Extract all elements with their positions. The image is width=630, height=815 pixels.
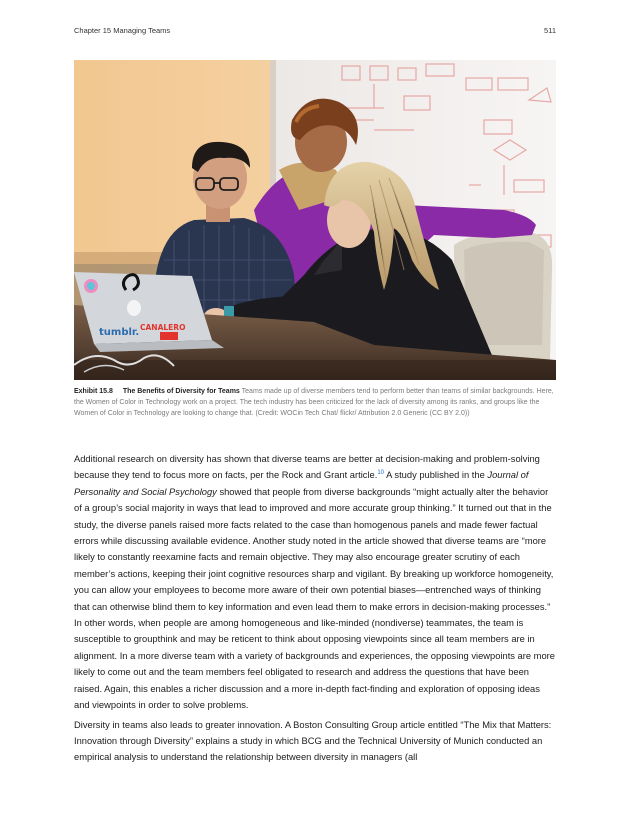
page-number: 511 — [544, 26, 556, 35]
journal-title: Journal of Personality and Social Psychology — [74, 470, 529, 497]
canalero-sticker: CANALERO — [140, 323, 186, 332]
chapter-title: Chapter 15 Managing Teams — [74, 26, 171, 35]
body-text — [74, 451, 556, 769]
footnote-link[interactable]: 10 — [377, 470, 385, 477]
caption-text: Teams made up of diverse members tend to perform better than teams of similar backgrounds. Here, the Women of Color in Technology work on a project. The tech industry has been criticized for the lack of diversity among its ranks, and groups like the Women of Color in Technology are looking to change that. (Credit: WOCin Tech Chat/ flickr/ Attribution 2.0 Generic (CC BY 2.0)) — [74, 388, 554, 417]
exhibit-title: The Benefits of Diversity for Teams — [122, 388, 240, 395]
exhibit-label: Exhibit 15.8 — [74, 388, 113, 395]
figure-caption — [74, 386, 556, 419]
exhibit-photo — [74, 60, 556, 380]
photo-illustration — [74, 60, 556, 380]
tumblr-sticker: tumblr. — [99, 327, 140, 338]
running-header — [74, 26, 556, 35]
paragraph-text: showed that people from diverse backgrounds “might actually alter the behavior of a group’s social majority in ways that lead to improved and more accurate group thinking.” It turned out that in the study, the diverse panels raised more facts related to the case than homogenous panels and made fewer factual errors while discussing available evidence. Another study noted in the article showed that diverse teams are “more likely to constantly reexamine facts and remain objective. They may also encourage greater scrutiny of each member’s actions, keeping their joint cognitive resources sharp and vigilant. By breaking up workforce homogeneity, you can allow your employees to become more aware of their own potential biases—entrenched ways of thinking that can otherwise blind them to key information and even lead them to make errors in decision-making processes.” In other words, when people are among homogeneous and like-minded (nondiverse) teammates, the team is susceptible to groupthink and may be reticent to think about opposing viewpoints since all team members are in alignment. In a more diverse team with a variety of backgrounds and experiences, the opposing viewpoints are more likely to come out and the team members feel obligated to research and address the questions that have been raised. Again, this enables a richer discussion and a more in-depth fact-finding and exploration of opposing ideas and viewpoints in order to solve problems. — [74, 486, 555, 711]
paragraph-text: Additional research on diversity has shown that diverse teams are better at decision-making and problem-solving because they tend to focus more on facts, per the Rock and Grant article. — [74, 454, 540, 481]
paragraph: Diversity in teams also leads to greater innovation. A Boston Consulting Group article entitled “The Mix that Matters: Innovation through Diversity” explains a study in which BCG and the Technical University of Munich conducted an empirical analysis to understand the relationship between diversity in managers (all — [74, 719, 552, 763]
paragraph-text: A study published in the — [384, 470, 488, 481]
paragraph — [74, 451, 556, 714]
